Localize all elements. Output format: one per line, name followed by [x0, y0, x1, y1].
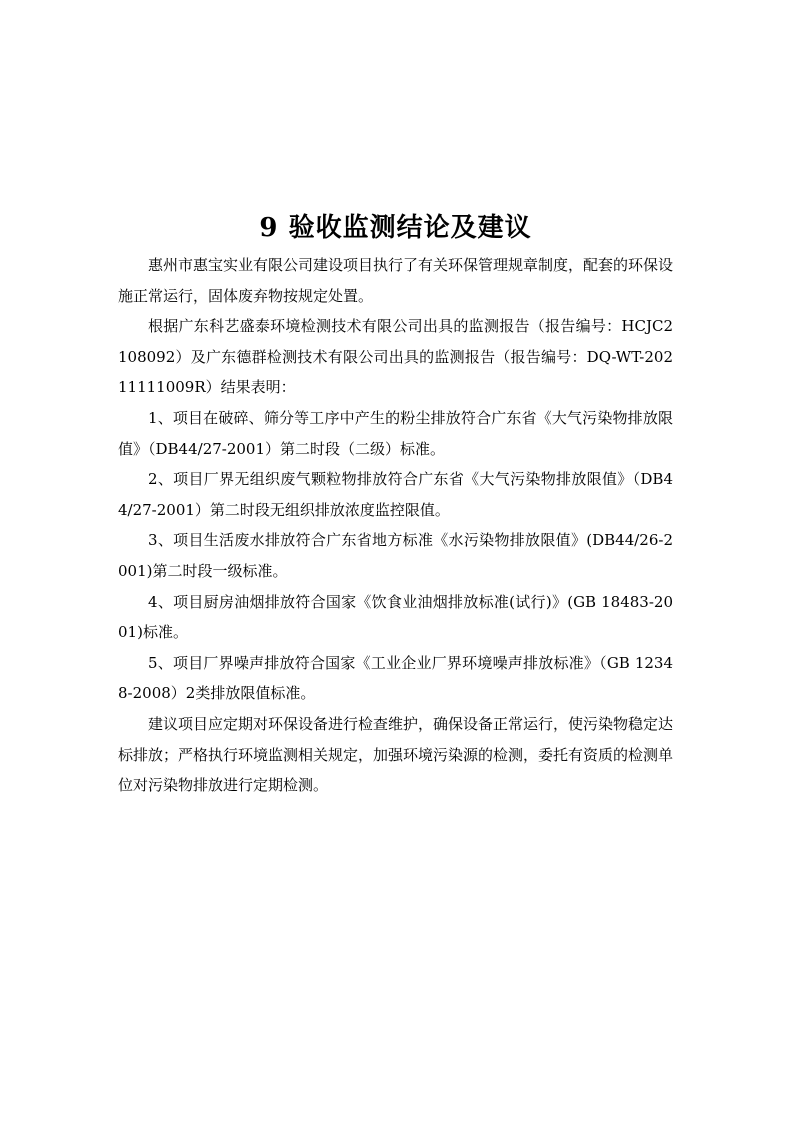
paragraph-conclusion-particulate: 2、项目厂界无组织废气颗粒物排放符合广东省《大气污染物排放限值》（DB44/27-2001）第二时段无组织排放浓度监控限值。	[118, 470, 673, 519]
paragraph-recommendation: 建议项目应定期对环保设备进行检查维护，确保设备正常运行，使污染物稳定达标排放；严格执行环境监测相关规定，加强环境污染源的检测，委托有资质的检测单位对污染物排放进行定期检测。	[118, 714, 674, 795]
paragraph-report-reference: 根据广东科艺盛泰环境检测技术有限公司出具的监测报告（报告编号：HCJC2108092）及广东德群检测技术有限公司出具的监测报告（报告编号：DQ-WT-20211111009R）结果表明：	[118, 317, 673, 397]
paragraph-conclusion-dust: 1、项目在破碎、筛分等工序中产生的粉尘排放符合广东省《大气污染物排放限值》（DB44/27-2001）第二时段（二级）标准。	[118, 408, 673, 458]
paragraph-conclusion-noise: 5、项目厂界噪声排放符合国家《工业企业厂界环境噪声排放标准》（GB 12348-2008）2类排放限值标准。	[118, 653, 673, 703]
document-page	[118, 206, 673, 801]
paragraph-conclusion-wastewater: 3、项目生活废水排放符合广东省地方标准《水污染物排放限值》(DB44/26-2001)第二时段一级标准。	[118, 531, 673, 580]
paragraph-compliance-summary: 惠州市惠宝实业有限公司建设项目执行了有关环保管理规章制度，配套的环保设施正常运行，固体废弃物按规定处置。	[118, 256, 674, 305]
paragraph-conclusion-fumes: 4、项目厨房油烟排放符合国家《饮食业油烟排放标准(试行)》(GB 18483-2001)标准。	[118, 592, 673, 642]
section-title: 9 验收监测结论及建议	[259, 213, 532, 243]
